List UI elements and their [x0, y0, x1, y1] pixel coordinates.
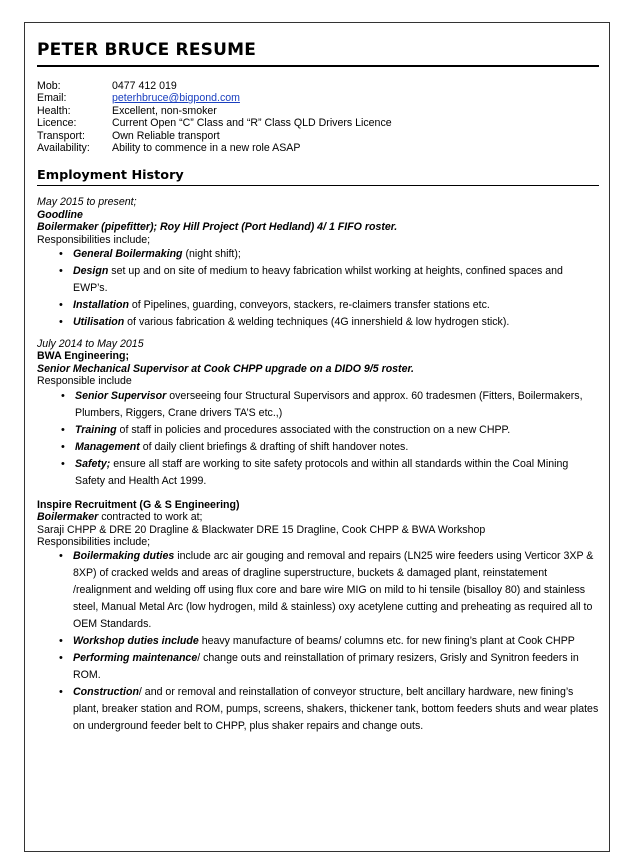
- list-item: [37, 388, 599, 422]
- job-company: Goodline: [37, 208, 83, 221]
- contact-row: [37, 117, 599, 129]
- resume-page: [24, 22, 610, 852]
- duty-title: Workshop duties include: [73, 635, 199, 648]
- duty-title: Training: [75, 423, 117, 436]
- contact-value: Ability to commence in a new role ASAP: [112, 142, 301, 155]
- email-link[interactable]: peterhbruce@bigpond.com: [112, 92, 240, 105]
- contact-key: Email:: [37, 92, 67, 105]
- job-role: Boilermaker (pipefitter); Roy Hill Project (Port Hedland) 4/ 1 FIFO roster.: [37, 221, 398, 234]
- job-entry: [37, 338, 599, 490]
- contact-key: Licence:: [37, 117, 77, 130]
- contact-value: Own Reliable transport: [112, 129, 220, 142]
- list-item: [37, 263, 599, 297]
- contact-row: [37, 105, 599, 117]
- list-item: [37, 422, 599, 439]
- contact-key: Mob:: [37, 80, 61, 92]
- contact-key: Transport:: [37, 129, 85, 142]
- duty-title: Performing maintenance: [73, 652, 198, 665]
- job-role: Senior Mechanical Supervisor at Cook CHPP upgrade on a DIDO 9/5 roster.: [37, 362, 414, 375]
- duty-text: / and or removal and reinstallation of conveyor structure, belt ancillary hardware, new fining’s plant, breaker station and ROM, pumps, screens, shakers, thickener tank, bottom feeders shuts and wear plates on underground feeder belt to CHPP, plus shaker repairs and change outs.: [73, 686, 599, 733]
- page-title: PETER BRUCE RESUME: [37, 40, 599, 67]
- duty-text: (night shift);: [182, 248, 241, 261]
- duty-title: Construction: [73, 686, 139, 699]
- duty-title: Management: [75, 440, 140, 453]
- contact-value: 0477 412 019: [112, 80, 177, 92]
- duty-text: ensure all staff are working to site safety protocols and within all standards within the Coal Mining Safety and Health Act 1999.: [75, 457, 569, 487]
- contact-key: Health:: [37, 104, 71, 117]
- job-date: July 2014 to May 2015: [37, 338, 144, 351]
- contact-row: [37, 92, 599, 104]
- job-date: May 2015 to present;: [37, 196, 137, 209]
- duty-text: overseeing four Structural Supervisors and approx. 60 tradesmen (Fitters, Boilermakers, Plumbers, Riggers, Crane drivers TA’S etc.,): [75, 389, 583, 419]
- job-duties-list: [37, 388, 599, 490]
- duty-text: of Pipelines, guarding, conveyors, stackers, re-claimers transfer stations etc.: [128, 299, 490, 312]
- employment-heading: Employment History: [37, 168, 599, 186]
- list-item: [37, 439, 599, 456]
- contact-value: Current Open “C” Class and “R” Class QLD Drivers Licence: [112, 117, 392, 130]
- contact-value: Excellent, non-smoker: [112, 104, 217, 117]
- duty-title: Boilermaking duties: [73, 550, 175, 563]
- duty-text: of daily client briefings & drafting of shift handover notes.: [139, 440, 409, 453]
- job-responsibilities-label: Responsible include: [37, 375, 132, 388]
- job-role-text: contracted to work at;: [98, 511, 203, 524]
- duty-title: General Boilermaking: [73, 248, 183, 261]
- job-role: [37, 511, 599, 523]
- job-duties-list: [37, 246, 599, 331]
- job-sites: Saraji CHPP & DRE 20 Dragline & Blackwater DRE 15 Dragline, Cook CHPP & BWA Workshop: [37, 523, 486, 536]
- duty-text: heavy manufacture of beams/ columns etc. for new fining’s plant at Cook CHPP: [198, 635, 575, 648]
- duty-title: Senior Supervisor: [75, 389, 167, 402]
- job-responsibilities-label: Responsibilities include;: [37, 233, 151, 246]
- contact-row: [37, 80, 599, 92]
- job-company: Inspire Recruitment (G & S Engineering): [37, 498, 240, 511]
- duty-title: Safety;: [75, 457, 111, 470]
- job-entry: [37, 499, 599, 736]
- job-company: BWA Engineering;: [37, 350, 130, 363]
- duty-text: / change outs and reinstallation of primary resizers, Grisly and Synitron feeders in ROM.: [73, 652, 579, 682]
- duty-text: set up and on site of medium to heavy fabrication whilst working at heights, confined spaces and EWP’s.: [73, 265, 563, 295]
- list-item: [37, 456, 599, 490]
- job-entry: [37, 196, 599, 331]
- job-duties-list: [37, 548, 599, 735]
- contact-row: [37, 142, 599, 154]
- duty-text: of staff in policies and procedures associated with the construction on a new CHPP.: [116, 423, 511, 436]
- list-item: [37, 650, 599, 684]
- job-responsibilities-label: Responsibilities include;: [37, 535, 151, 548]
- job-role-title: Boilermaker: [37, 511, 99, 524]
- list-item: [37, 246, 599, 263]
- contact-key: Availability:: [37, 142, 90, 155]
- list-item: [37, 548, 599, 633]
- duty-title: Utilisation: [73, 316, 125, 329]
- contact-row: [37, 130, 599, 142]
- duty-text: include arc air gouging and removal and repairs (LN25 wire feeders using Verticor 3XP & 8XP) of cracked welds and areas of dragline superstructure, buckets & damaged plant, reinstatement /realignment and welding off using flux core and bare wire MIG on mild to hi tensile (bisalloy 80) and stainless steel, Manual Metal Arc (low hydrogen, mild & stainless) oxy acetylene cutting and preheating as required all to OEM Standards.: [73, 550, 594, 631]
- duty-title: Design: [73, 265, 109, 278]
- list-item: [37, 297, 599, 314]
- contact-info: [37, 80, 599, 154]
- list-item: [37, 633, 599, 650]
- list-item: [37, 684, 599, 735]
- duty-text: of various fabrication & welding techniques (4G innershield & low hydrogen stick).: [124, 316, 510, 329]
- duty-title: Installation: [73, 299, 129, 312]
- list-item: [37, 314, 599, 331]
